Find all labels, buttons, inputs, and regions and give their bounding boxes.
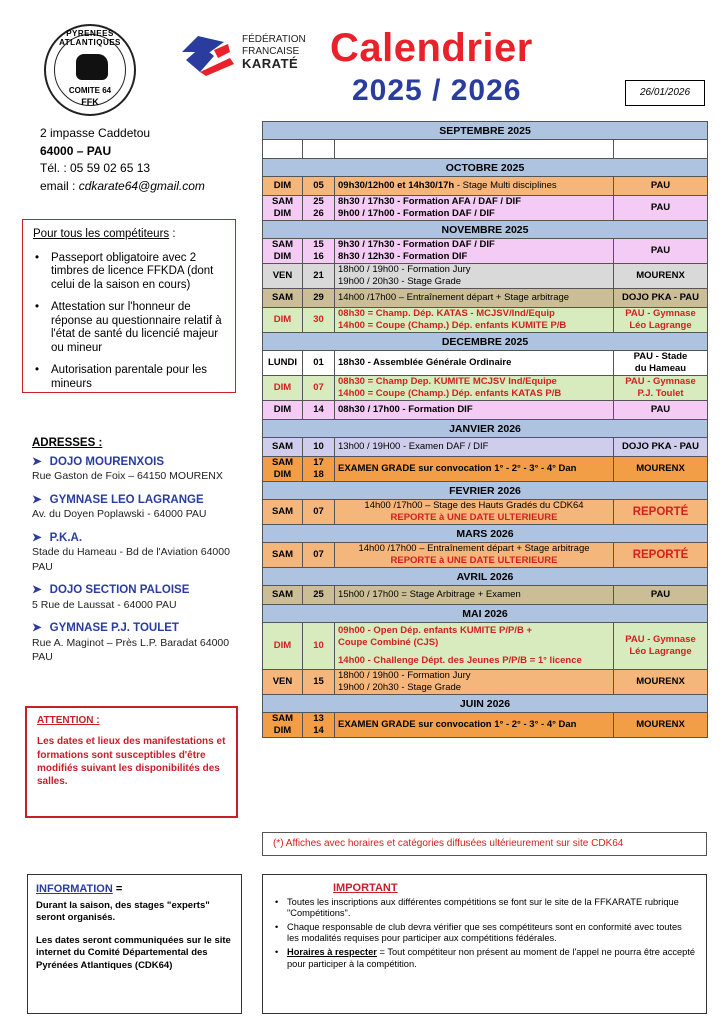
important-heading: IMPORTANT (333, 882, 398, 894)
event-line-2: 19h00 / 20h30 - Stage Grade (338, 682, 462, 693)
event-date: 07 (303, 543, 335, 568)
event-description (335, 239, 614, 264)
month-header-apr: AVRIL 2026 (263, 568, 708, 586)
attention-text: Les dates et lieux des manifestations et formations sont susceptibles d'être modifiés suivant les disponibilités des salles. (37, 736, 226, 788)
event-location: DOJO PKA - PAU (614, 289, 708, 308)
event-row (263, 289, 708, 308)
event-description: 13h00 / 19H00 - Examen DAF / DIF (335, 438, 614, 457)
venue-name: ➤ DOJO SECTION PALOISE (32, 583, 247, 598)
event-date-2: 16 (313, 251, 324, 262)
event-date: 30 (303, 308, 335, 333)
event-day: DIM (263, 401, 303, 420)
venue-address: Av. du Doyen Poplawski - 64000 PAU (32, 508, 207, 520)
venues-heading: ADRESSES : (32, 437, 103, 449)
event-line-1: 08h30 = Champ Dep. KUMITE MCJSV Ind/Equipe (338, 376, 557, 387)
event-day-1: SAM (271, 713, 294, 724)
venue-address: 5 Rue de Laussat - 64000 PAU (32, 598, 177, 611)
event-line-1: 14h00 /17h00 – Entraînement départ + Stage arbitrage (358, 543, 590, 554)
event-row (263, 177, 708, 196)
month-header-dec: DECEMBRE 2025 (263, 333, 708, 351)
event-line-3: 14h00 - Challenge Dépt. des Jeunes P/P/B = 1° licence (338, 655, 582, 666)
event-location: PAU (614, 401, 708, 420)
event-description (335, 376, 614, 401)
event-description: 15h00 / 17h00 = Stage Arbitrage + Examen (335, 586, 614, 605)
event-location: MOURENX (614, 670, 708, 695)
venue-item (32, 583, 247, 612)
event-line-1: 9h30 / 17h30 - Formation DAF / DIF (338, 239, 495, 250)
event-line-2: 9h00 / 17h00 - Formation DAF / DIF (338, 208, 495, 219)
event-description: 14h00 /17h00 – Entraînement départ + Stage arbitrage (335, 289, 614, 308)
season-title: 2025 / 2026 (352, 74, 522, 107)
email-address[interactable]: cdkarate64@gmail.com (78, 178, 205, 193)
event-row (263, 264, 708, 289)
event-description (335, 500, 614, 525)
event-day: VEN (263, 264, 303, 289)
event-day (263, 457, 303, 482)
event-time: 09h30/12h00 et 14h30/17h (338, 180, 455, 191)
venue-item (32, 493, 247, 522)
event-day: SAM (263, 438, 303, 457)
event-day (263, 713, 303, 738)
event-day: LUNDI (263, 351, 303, 376)
event-description (335, 308, 614, 333)
event-date: 14 (303, 401, 335, 420)
venue-name: ➤ GYMNASE LEO LAGRANGE (32, 493, 247, 508)
event-line-1: 18h00 / 19h00 - Formation Jury (338, 670, 471, 681)
event-date-2: 26 (313, 208, 324, 219)
event-location (614, 376, 708, 401)
event-postponed-note: REPORTE à UNE DATE ULTERIEURE (390, 512, 558, 523)
event-day: DIM (263, 177, 303, 196)
event-row (263, 500, 708, 525)
event-line-2: 14h00 = Coupe (Champ.) Dép. enfants KUMITE P/B (338, 320, 567, 331)
event-date-1: 17 (313, 457, 324, 468)
important-item: • Chaque responsable de club devra vérifier que ses compétiteurs sont en conformité avec toutes les modalités requises pour participer aux compétitions fédérales. (273, 922, 696, 945)
event-row (263, 438, 708, 457)
event-location: PAU (614, 586, 708, 605)
information-box (27, 874, 242, 1014)
committee-address (40, 125, 205, 195)
address-email-row (40, 178, 205, 196)
event-date (303, 196, 335, 221)
event-status: REPORTÉ (614, 500, 708, 525)
event-location: PAU (614, 177, 708, 196)
address-phone: Tél. : 05 59 02 65 13 (40, 161, 151, 175)
event-description (335, 264, 614, 289)
competitors-heading-suffix: : (169, 228, 176, 240)
event-day (263, 239, 303, 264)
month-header-feb: FEVRIER 2026 (263, 482, 708, 500)
month-header-jun: JUIN 2026 (263, 695, 708, 713)
venue-address: Rue Gaston de Foix – 64150 MOURENX (32, 470, 223, 482)
event-description (335, 543, 614, 568)
event-date: 21 (303, 264, 335, 289)
logo-top-text: PYRENEES ATLANTIQUES (59, 29, 121, 47)
event-line-1: 09h00 - Open Dép. enfants KUMITE P/P/B + (338, 625, 532, 636)
important-item (273, 947, 696, 970)
event-day-1: SAM (271, 457, 294, 468)
event-date-2: 18 (313, 469, 324, 480)
ffk-line2: FRANCAISE (242, 46, 300, 57)
event-row (263, 543, 708, 568)
event-row (263, 713, 708, 738)
location-line-1: PAU - Gymnase (625, 308, 696, 319)
event-date: 10 (303, 438, 335, 457)
event-description (335, 623, 614, 670)
event-date-1: 25 (313, 196, 324, 207)
event-line-1: 8h30 / 17h30 - Formation AFA / DAF / DIF (338, 196, 521, 207)
month-header-may: MAI 2026 (263, 605, 708, 623)
requirement-item: • Autorisation parentale pour les mineurs (33, 364, 225, 391)
venue-address: Stade du Hameau - Bd de l'Aviation 64000 PAU (32, 546, 230, 573)
event-location: MOURENX (614, 264, 708, 289)
event-line-1: 08h30 = Champ. Dép. KATAS - MCJSV/Ind/Equip (338, 308, 555, 319)
event-line-2: 19h00 / 20h30 - Stage Grade (338, 276, 462, 287)
event-day: SAM (263, 500, 303, 525)
venue-item (32, 455, 247, 484)
event-date: 10 (303, 623, 335, 670)
venue-name: ➤ P.K.A. (32, 531, 247, 546)
attention-box (25, 706, 238, 818)
event-line-2: 14h00 = Coupe (Champ.) Dép. enfants KATAS P/B (338, 388, 562, 399)
month-header-sept: SEPTEMBRE 2025 (263, 122, 708, 140)
event-day: DIM (263, 376, 303, 401)
event-row (263, 586, 708, 605)
competitors-requirements-box (22, 219, 236, 393)
event-day-1: SAM (271, 196, 294, 207)
event-description: 18h30 - Assemblée Générale Ordinaire (335, 351, 614, 376)
event-row (263, 670, 708, 695)
month-header-oct: OCTOBRE 2025 (263, 159, 708, 177)
event-day-2: DIM (273, 725, 292, 736)
event-date: 01 (303, 351, 335, 376)
event-date (303, 239, 335, 264)
event-day: SAM (263, 543, 303, 568)
important-box (262, 874, 707, 1014)
venue-name: ➤ DOJO MOURENXOIS (32, 455, 247, 470)
location-line-1: PAU - Stade (633, 351, 688, 362)
requirement-item: • Attestation sur l'honneur de réponse au questionnaire relatif à l'état de santé du licencié majeur ou mineur (33, 301, 225, 355)
ffk-logo-text (242, 34, 306, 70)
logo-line1: COMITE 64 (68, 86, 112, 95)
information-text-1: Durant la saison, des stages "experts" seront organisés. (36, 899, 210, 923)
event-location (614, 623, 708, 670)
competitors-heading: Pour tous les compétiteurs (33, 228, 170, 240)
event-date: 07 (303, 376, 335, 401)
event-line-2: Coupe Combiné (CJS) (338, 637, 439, 648)
event-date: 15 (303, 670, 335, 695)
document-date: 26/01/2026 (625, 80, 705, 106)
page-title: Calendrier (330, 26, 533, 70)
event-location (614, 351, 708, 376)
calendar-table (262, 121, 708, 738)
logo-line2: FFK (81, 97, 99, 107)
location-line-2: du Hameau (634, 363, 687, 374)
event-description (335, 177, 614, 196)
information-heading: INFORMATION (36, 883, 113, 895)
event-line-2: 8h30 / 12h30 - Formation DIF (338, 251, 468, 262)
posters-note: (*) Affiches avec horaires et catégories diffusées ultérieurement sur site CDK64 (262, 832, 707, 856)
month-header-mar: MARS 2026 (263, 525, 708, 543)
event-line-1: 14h00 /17h00 – Stage des Hauts Gradés du CDK64 (364, 500, 584, 511)
requirement-item: • Passeport obligatoire avec 2 timbres de licence FFKDA (dont celui de la saison en cours) (33, 252, 225, 293)
location-line-2: Léo Lagrange (629, 320, 692, 331)
event-day: VEN (263, 670, 303, 695)
event-date (303, 457, 335, 482)
schedule-text: = Tout compétiteur non présent au moment de l'appel ne pourra être accepté pour participer à la compétition. (287, 946, 696, 969)
event-postponed-note: REPORTE à UNE DATE ULTERIEURE (390, 555, 558, 566)
event-row (263, 457, 708, 482)
event-day-2: DIM (273, 251, 292, 262)
event-description (335, 670, 614, 695)
event-day-2: DIM (273, 469, 292, 480)
event-date-1: 15 (313, 239, 324, 250)
event-description: 08h30 / 17h00 - Formation DIF (335, 401, 614, 420)
event-date: 29 (303, 289, 335, 308)
event-date: 07 (303, 500, 335, 525)
event-day: DIM (263, 308, 303, 333)
event-date: 25 (303, 586, 335, 605)
location-line-1: PAU - Gymnase (625, 634, 696, 645)
fist-icon (76, 54, 108, 80)
event-title: - Stage Multi disciplines (454, 180, 557, 191)
important-item: • Toutes les inscriptions aux différentes compétitions se font sur le site de la FFKARATE rubrique "Compétitions". (273, 897, 696, 920)
event-location (614, 308, 708, 333)
location-line-1: PAU - Gymnase (625, 376, 696, 387)
attention-heading: ATTENTION : (37, 715, 100, 726)
schedule-label: Horaires à respecter (287, 946, 377, 957)
venue-item (32, 621, 247, 665)
event-day-2: DIM (273, 208, 292, 219)
event-day: SAM (263, 289, 303, 308)
event-row (263, 623, 708, 670)
venues-list (32, 436, 247, 674)
event-status: REPORTÉ (614, 543, 708, 568)
event-row (263, 308, 708, 333)
event-description (335, 196, 614, 221)
event-day: SAM (263, 586, 303, 605)
event-row (263, 376, 708, 401)
event-location: MOURENX (614, 457, 708, 482)
event-description: EXAMEN GRADE sur convocation 1° - 2° - 3° - 4° Dan (335, 713, 614, 738)
ffk-logo-icon (180, 32, 236, 78)
venue-address: Rue A. Maginot – Près L.P. Baradat 64000 PAU (32, 636, 230, 663)
email-label: email : (40, 178, 79, 193)
ffk-line3: KARATÉ (242, 56, 299, 71)
venue-name: ➤ GYMNASE P.J. TOULET (32, 621, 247, 636)
event-location: MOURENX (614, 713, 708, 738)
event-location: PAU (614, 196, 708, 221)
event-date (303, 713, 335, 738)
ffk-line1: FÉDÉRATION (242, 34, 306, 45)
month-header-jan: JANVIER 2026 (263, 420, 708, 438)
event-description: EXAMEN GRADE sur convocation 1° - 2° - 3° - 4° Dan (335, 457, 614, 482)
event-row (263, 196, 708, 221)
event-row (263, 401, 708, 420)
address-street: 2 impasse Caddetou (40, 126, 151, 140)
event-line-1: 18h00 / 19h00 - Formation Jury (338, 264, 471, 275)
event-date-1: 13 (313, 713, 324, 724)
information-text-2: Les dates seront communiquées sur le site internet du Comité Départemental des Pyrénées Atlantiques (CDK64) (36, 934, 231, 971)
event-location: DOJO PKA - PAU (614, 438, 708, 457)
event-day-1: SAM (271, 239, 294, 250)
location-line-2: Léo Lagrange (629, 646, 692, 657)
event-date: 05 (303, 177, 335, 196)
event-row (263, 351, 708, 376)
location-line-2: P.J. Toulet (637, 388, 684, 399)
comite-64-logo (44, 24, 136, 116)
address-city: 64000 – PAU (40, 143, 112, 158)
information-heading-suffix: = (112, 883, 123, 895)
event-row (263, 239, 708, 264)
empty-row (263, 140, 708, 159)
event-day (263, 196, 303, 221)
event-day: DIM (263, 623, 303, 670)
event-location: PAU (614, 239, 708, 264)
venue-item (32, 531, 247, 575)
month-header-nov: NOVEMBRE 2025 (263, 221, 708, 239)
event-date-2: 14 (313, 725, 324, 736)
